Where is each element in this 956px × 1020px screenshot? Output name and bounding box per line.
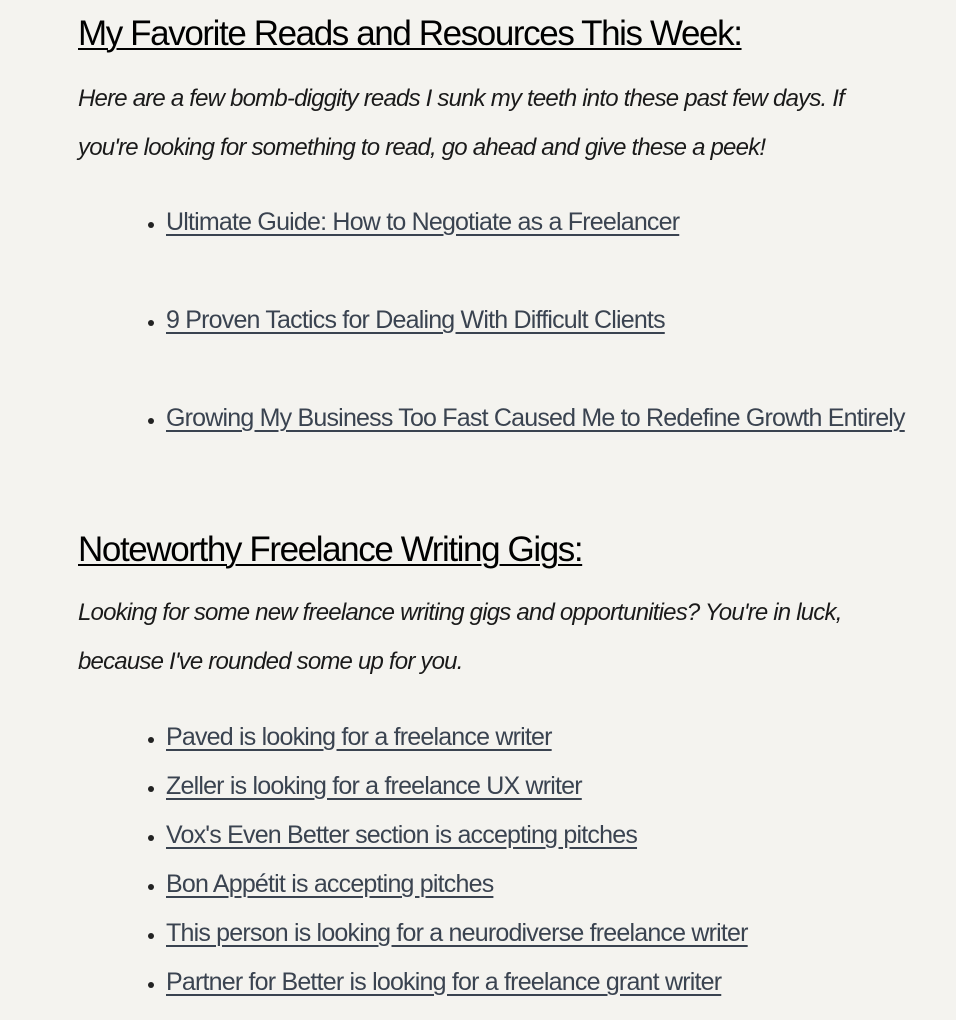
list-item bbox=[166, 762, 956, 811]
read-link-negotiate[interactable]: Ultimate Guide: How to Negotiate as a Freelancer bbox=[166, 208, 680, 236]
list-item bbox=[166, 394, 956, 443]
list-item bbox=[166, 860, 956, 909]
list-item bbox=[166, 811, 956, 860]
list-item bbox=[166, 296, 956, 345]
read-link-growing-business[interactable]: Growing My Business Too Fast Caused Me to Redefine Growth Entirely bbox=[166, 404, 905, 432]
list-item bbox=[166, 713, 956, 762]
list-item bbox=[166, 958, 956, 1007]
gig-link-partner-for-better[interactable]: Partner for Better is looking for a freelance grant writer bbox=[166, 968, 722, 996]
gig-link-vox[interactable]: Vox's Even Better section is accepting pitches bbox=[166, 821, 638, 849]
section-heading-writing-gigs: Noteworthy Freelance Writing Gigs: bbox=[78, 530, 583, 569]
gig-link-zeller[interactable]: Zeller is looking for a freelance UX writer bbox=[166, 772, 582, 800]
gig-link-neurodiverse[interactable]: This person is looking for a neurodiverse freelance writer bbox=[166, 919, 748, 947]
section-heading-favorite-reads: My Favorite Reads and Resources This Week: bbox=[78, 14, 742, 53]
writing-gigs-list bbox=[78, 713, 956, 1007]
gig-link-paved[interactable]: Paved is looking for a freelance writer bbox=[166, 723, 552, 751]
writing-gigs-intro: Looking for some new freelance writing gigs and opportunities? You're in luck, because I've rounded some up for you. bbox=[78, 599, 842, 675]
favorite-reads-list bbox=[78, 198, 956, 443]
list-item bbox=[166, 909, 956, 958]
favorite-reads-intro: Here are a few bomb-diggity reads I sunk my teeth into these past few days. If you're looking for something to read, go ahead and give these a peek! bbox=[78, 85, 845, 161]
gig-link-bon-appetit[interactable]: Bon Appétit is accepting pitches bbox=[166, 870, 494, 898]
read-link-difficult-clients[interactable]: 9 Proven Tactics for Dealing With Difficult Clients bbox=[166, 306, 665, 334]
list-item bbox=[166, 198, 956, 247]
